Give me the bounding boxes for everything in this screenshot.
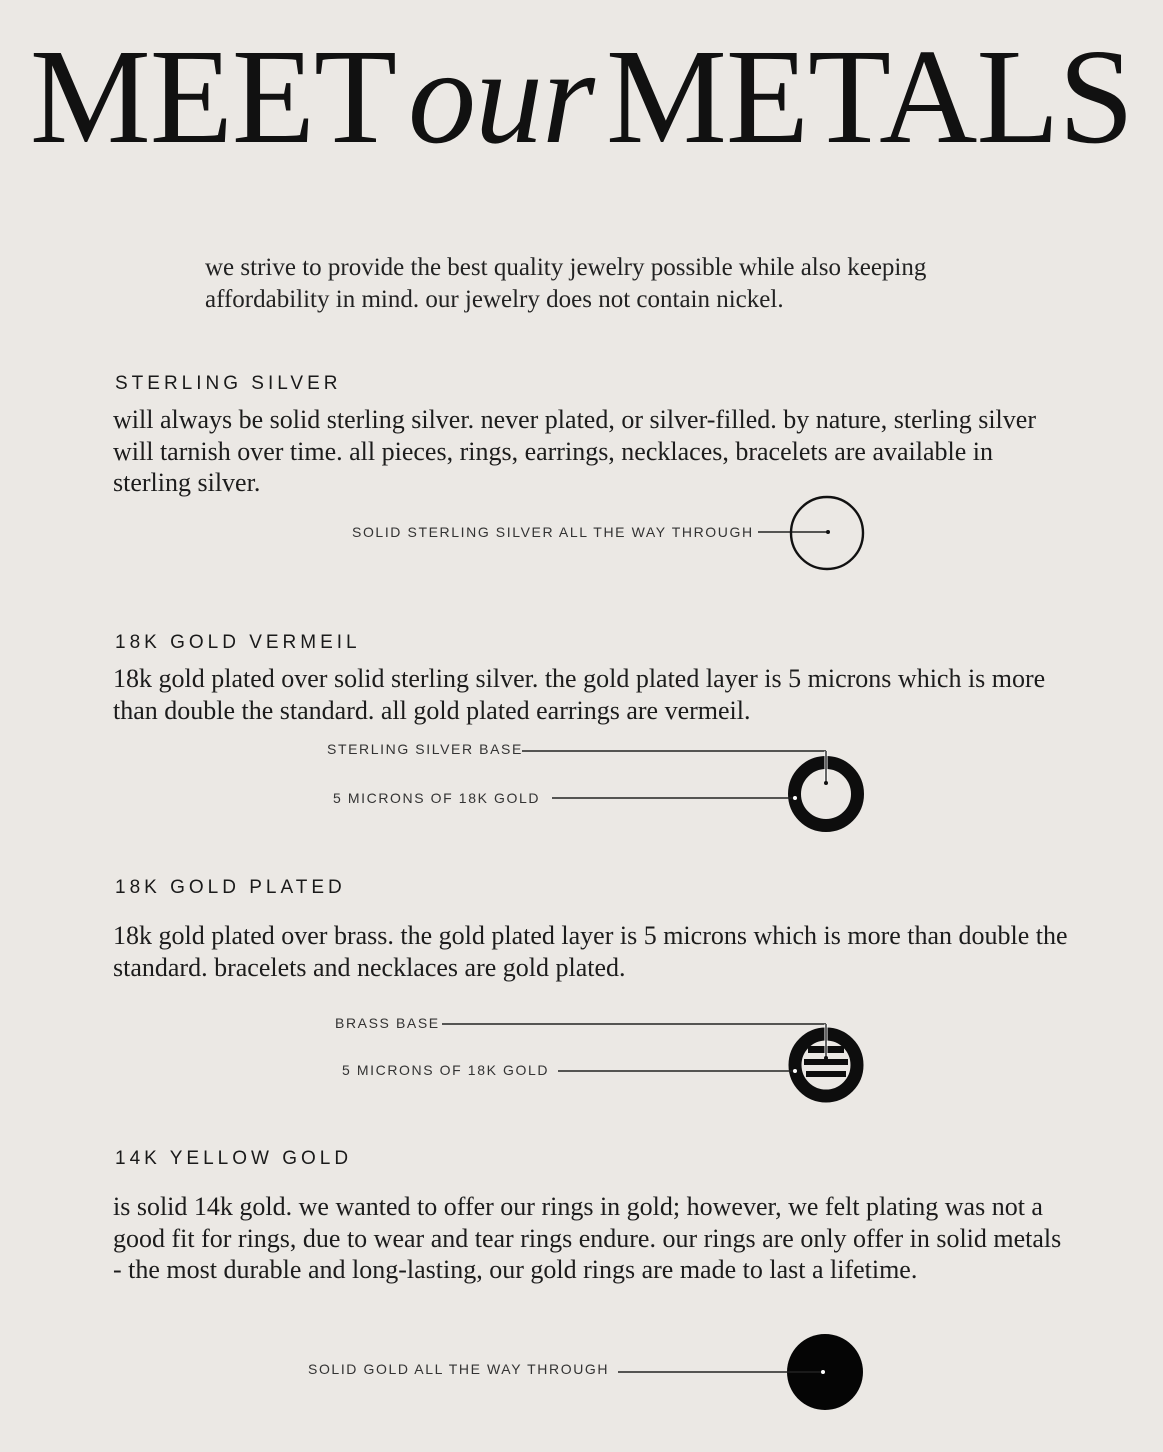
solid-silver-diagram bbox=[758, 497, 863, 569]
vermeil-base-label: STERLING SILVER BASE bbox=[327, 741, 523, 757]
yellow-gold-heading: 14K YELLOW GOLD bbox=[115, 1148, 353, 1169]
plated-diagram bbox=[442, 1024, 857, 1096]
sterling-silver-heading: STERLING SILVER bbox=[115, 373, 342, 394]
gold-plated-description: 18k gold plated over brass. the gold plated layer is 5 microns which is more than double the standard. bracelets and necklaces are gold plated. bbox=[113, 921, 1068, 982]
title-word-our: our bbox=[408, 22, 594, 172]
solid-silver-label: SOLID STERLING SILVER ALL THE WAY THROUGH bbox=[352, 524, 754, 540]
title-word-meet: MEET bbox=[29, 22, 397, 172]
gold-vermeil-heading: 18K GOLD VERMEIL bbox=[115, 632, 361, 653]
gold-plated-heading: 18K GOLD PLATED bbox=[115, 877, 346, 898]
solid-gold-diagram bbox=[618, 1334, 863, 1410]
solid-gold-label: SOLID GOLD ALL THE WAY THROUGH bbox=[308, 1361, 610, 1377]
plated-gold-layer-label: 5 MICRONS OF 18K GOLD bbox=[342, 1062, 550, 1078]
vermeil-diagram bbox=[522, 751, 858, 826]
brass-base-label: BRASS BASE bbox=[335, 1015, 440, 1031]
sterling-silver-description: will always be solid sterling silver. never plated, or silver-filled. by nature, sterling silver will tarnish over time. all pieces, rings, earrings, necklaces, bracelets are available in sterling silver. bbox=[113, 405, 1036, 497]
yellow-gold-description: is solid 14k gold. we wanted to offer our rings in gold; however, we felt plating was not a good fit for rings, due to wear and tear rings endure. our rings are only offer in solid metals - the most durable and long-lasting, our gold rings are made to last a lifetime. bbox=[113, 1192, 1062, 1284]
silver-center-dot bbox=[826, 530, 830, 534]
title-word-metals: METALS bbox=[605, 22, 1134, 172]
gold-vermeil-description: 18k gold plated over solid sterling silver. the gold plated layer is 5 microns which is more than double the standard. all gold plated earrings are vermeil. bbox=[113, 664, 1046, 725]
vermeil-gold-layer-label: 5 MICRONS OF 18K GOLD bbox=[333, 790, 541, 806]
intro-text: we strive to provide the best quality jewelry possible while also keeping affordability in mind. our jewelry does not contain nickel. bbox=[205, 254, 927, 313]
